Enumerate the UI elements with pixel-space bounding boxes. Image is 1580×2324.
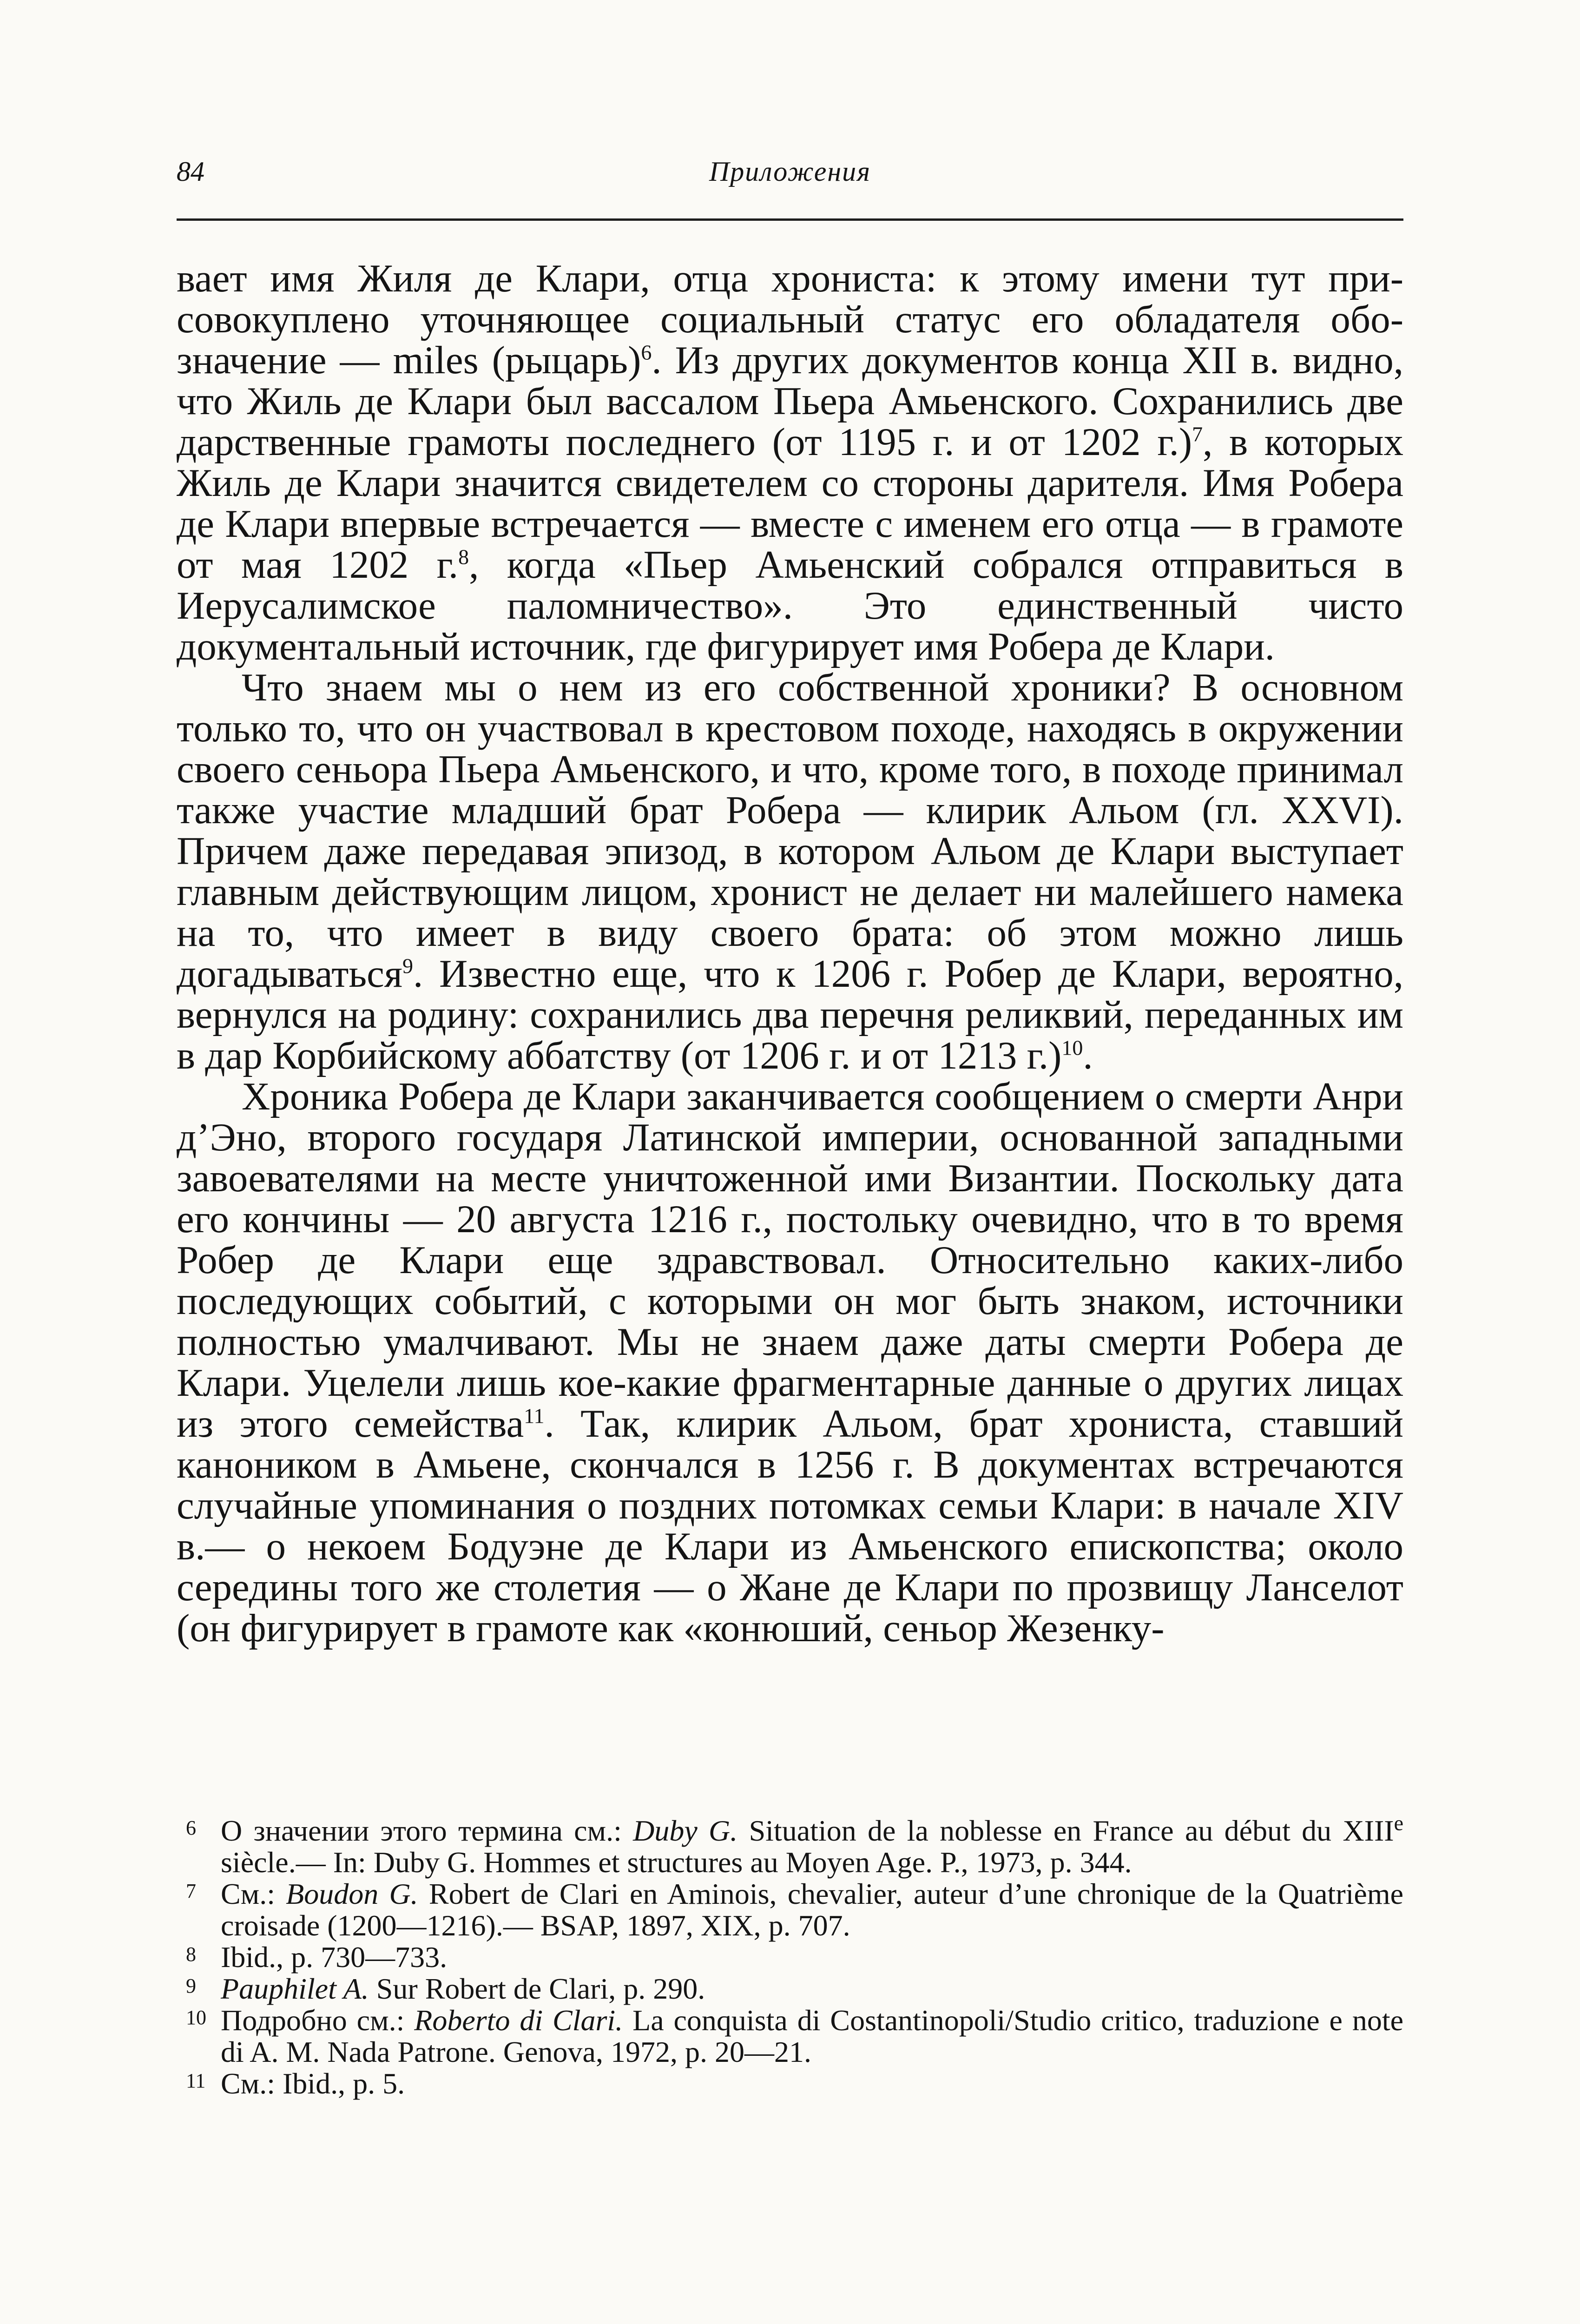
text-run: Что знаем мы о нем из его собственной хроники? В основном только то, что он участвовал в крестовом походе, находясь в окружении своего сеньора Пьера Амьенского, и что, кроме того, в походе принимал также участие младший брат Робера — клирик Альом (гл. XXVI). Причем даже передавая эпизод, в котором Альом де Клари выступает главным действующим лицом, хронист не делает ни малейшего намека на то, что имеет в виду своего брата: об этом можно лишь догадываться: [177, 666, 1403, 996]
text-run: вает имя Жиля де Клари, отца хрониста: к этому имени тут присовокуплено уточняющее социальный статус его обладателя обозначение — miles (рыцарь): [177, 257, 1403, 382]
footnote-11: [177, 2068, 1403, 2100]
superscript: e: [1394, 1811, 1404, 1835]
footnote-9: [177, 1973, 1403, 2005]
footnote-number: 11: [186, 2069, 206, 2092]
text-run: Situation de la noblesse en France au début du XIII: [737, 1814, 1394, 1847]
footnote-ref-8: 8: [458, 545, 469, 569]
text-run: . Из других документов конца XII в. видно, что Жиль де Клари был вассалом Пьера Амьенского. Сохранились две дарственные грамоты последнего (от 1195 г. и от 1202 г.): [177, 338, 1403, 464]
text-run: См.: Ibid., p. 5.: [221, 2067, 405, 2100]
page-number: 84: [177, 156, 204, 187]
text-run: . Так, клирик Альом, брат хрониста, ставший каноником в Амьене, скончался в 1256 г. В документах встречаются случайные упоминания о поздних потомках семьи Клари: в начале XIV в.— о некоем Бодуэне де Клари из Амьенского епископства; около середины того же столетия — о Жане де Клари по прозвищу Ланселот (он фигурирует в грамоте как «конюший, сеньор Жезенку-: [177, 1402, 1403, 1650]
running-title: Приложения: [709, 156, 871, 187]
text-run: siècle.— In: Duby G. Hommes et structures au Moyen Age. P., 1973, p. 344.: [221, 1846, 1132, 1879]
footnote-ref-6: 6: [641, 340, 652, 364]
paragraph-1: [177, 258, 1403, 667]
footnote-number: 9: [186, 1974, 196, 1997]
text-run: Sur Robert de Clari, p. 290.: [369, 1972, 705, 2005]
footnote-ref-7: 7: [1192, 422, 1203, 446]
paragraph-2: [177, 667, 1403, 1076]
text-run: О значении этого термина см.:: [221, 1814, 633, 1847]
footnote-7: [177, 1878, 1403, 1941]
text-run: См.:: [221, 1877, 286, 1910]
text-run: La conquista di Costantinopoli/Studio critico, traduzione e note di A. M. Nada Patrone. Genova, 1972, p. 20—21.: [221, 2004, 1403, 2068]
footnote-ref-10: 10: [1061, 1036, 1083, 1060]
footnote-8: [177, 1941, 1403, 1973]
author-italic: Pauphilet A.: [221, 1972, 369, 2005]
text-run: . Известно еще, что к 1206 г. Робер де Клари, вероятно, вернулся на родину: сохранились два перечня реликвий, переданных им в дар Корбийскому аббатству (от 1206 г. и от 1213 г.): [177, 952, 1403, 1077]
text-run: Хроника Робера де Клари заканчивается сообщением о смерти Анри д’Эно, второго государя Латинской империи, основанной западными завоевателями на месте уничтоженной ими Византии. Поскольку дата его кончины — 20 августа 1216 г., постольку очевидно, что в то время Робер де Клари еще здравствовал. Относительно каких-либо последующих событий, с которыми он мог быть знаком, источники полностью умалчивают. Мы не знаем даже даты смерти Робера де Клари. Уцелели лишь кое-какие фрагментарные данные о других лицах из этого семейства: [177, 1075, 1403, 1446]
footnote-number: 7: [186, 1880, 196, 1902]
author-italic: Boudon G.: [286, 1877, 418, 1910]
main-text: [177, 258, 1403, 1649]
footnote-number: 10: [186, 2006, 206, 2029]
author-italic: Duby G.: [633, 1814, 738, 1847]
text-run: Ibid., p. 730—733.: [221, 1941, 448, 1974]
footnote-6: [177, 1811, 1404, 1879]
footnotes: [177, 1811, 1404, 2100]
footnote-10: [177, 2005, 1403, 2068]
text-run: Подробно см.:: [221, 2004, 415, 2037]
text-run: .: [1083, 1034, 1093, 1077]
text-run: Robert de Clari en Aminois, chevalier, auteur d’une chronique de la Quatrième croisade (1200—1216).— BSAP, 1897, XIX, p. 707.: [221, 1877, 1404, 1942]
paragraph-3: [177, 1076, 1403, 1649]
header-rule: [177, 218, 1403, 221]
footnote-ref-11: 11: [524, 1404, 545, 1428]
author-italic: Roberto di Clari.: [414, 2004, 623, 2037]
text-run: , когда «Пьер Амьенский собрался отправиться в Иерусалимское паломничество». Это единственный чисто документальный источник, где фигурирует имя Робера де Клари.: [177, 543, 1403, 668]
page-header: [177, 156, 1403, 193]
footnote-number: 6: [186, 1816, 196, 1839]
footnote-ref-9: 9: [402, 954, 413, 978]
footnote-number: 8: [186, 1943, 196, 1966]
text-run: , в которых Жиль де Клари значится свидетелем со стороны дарителя. Имя Робера де Клари впервые встречается — вместе с именем его отца — в грамоте от мая 1202 г.: [177, 420, 1403, 587]
